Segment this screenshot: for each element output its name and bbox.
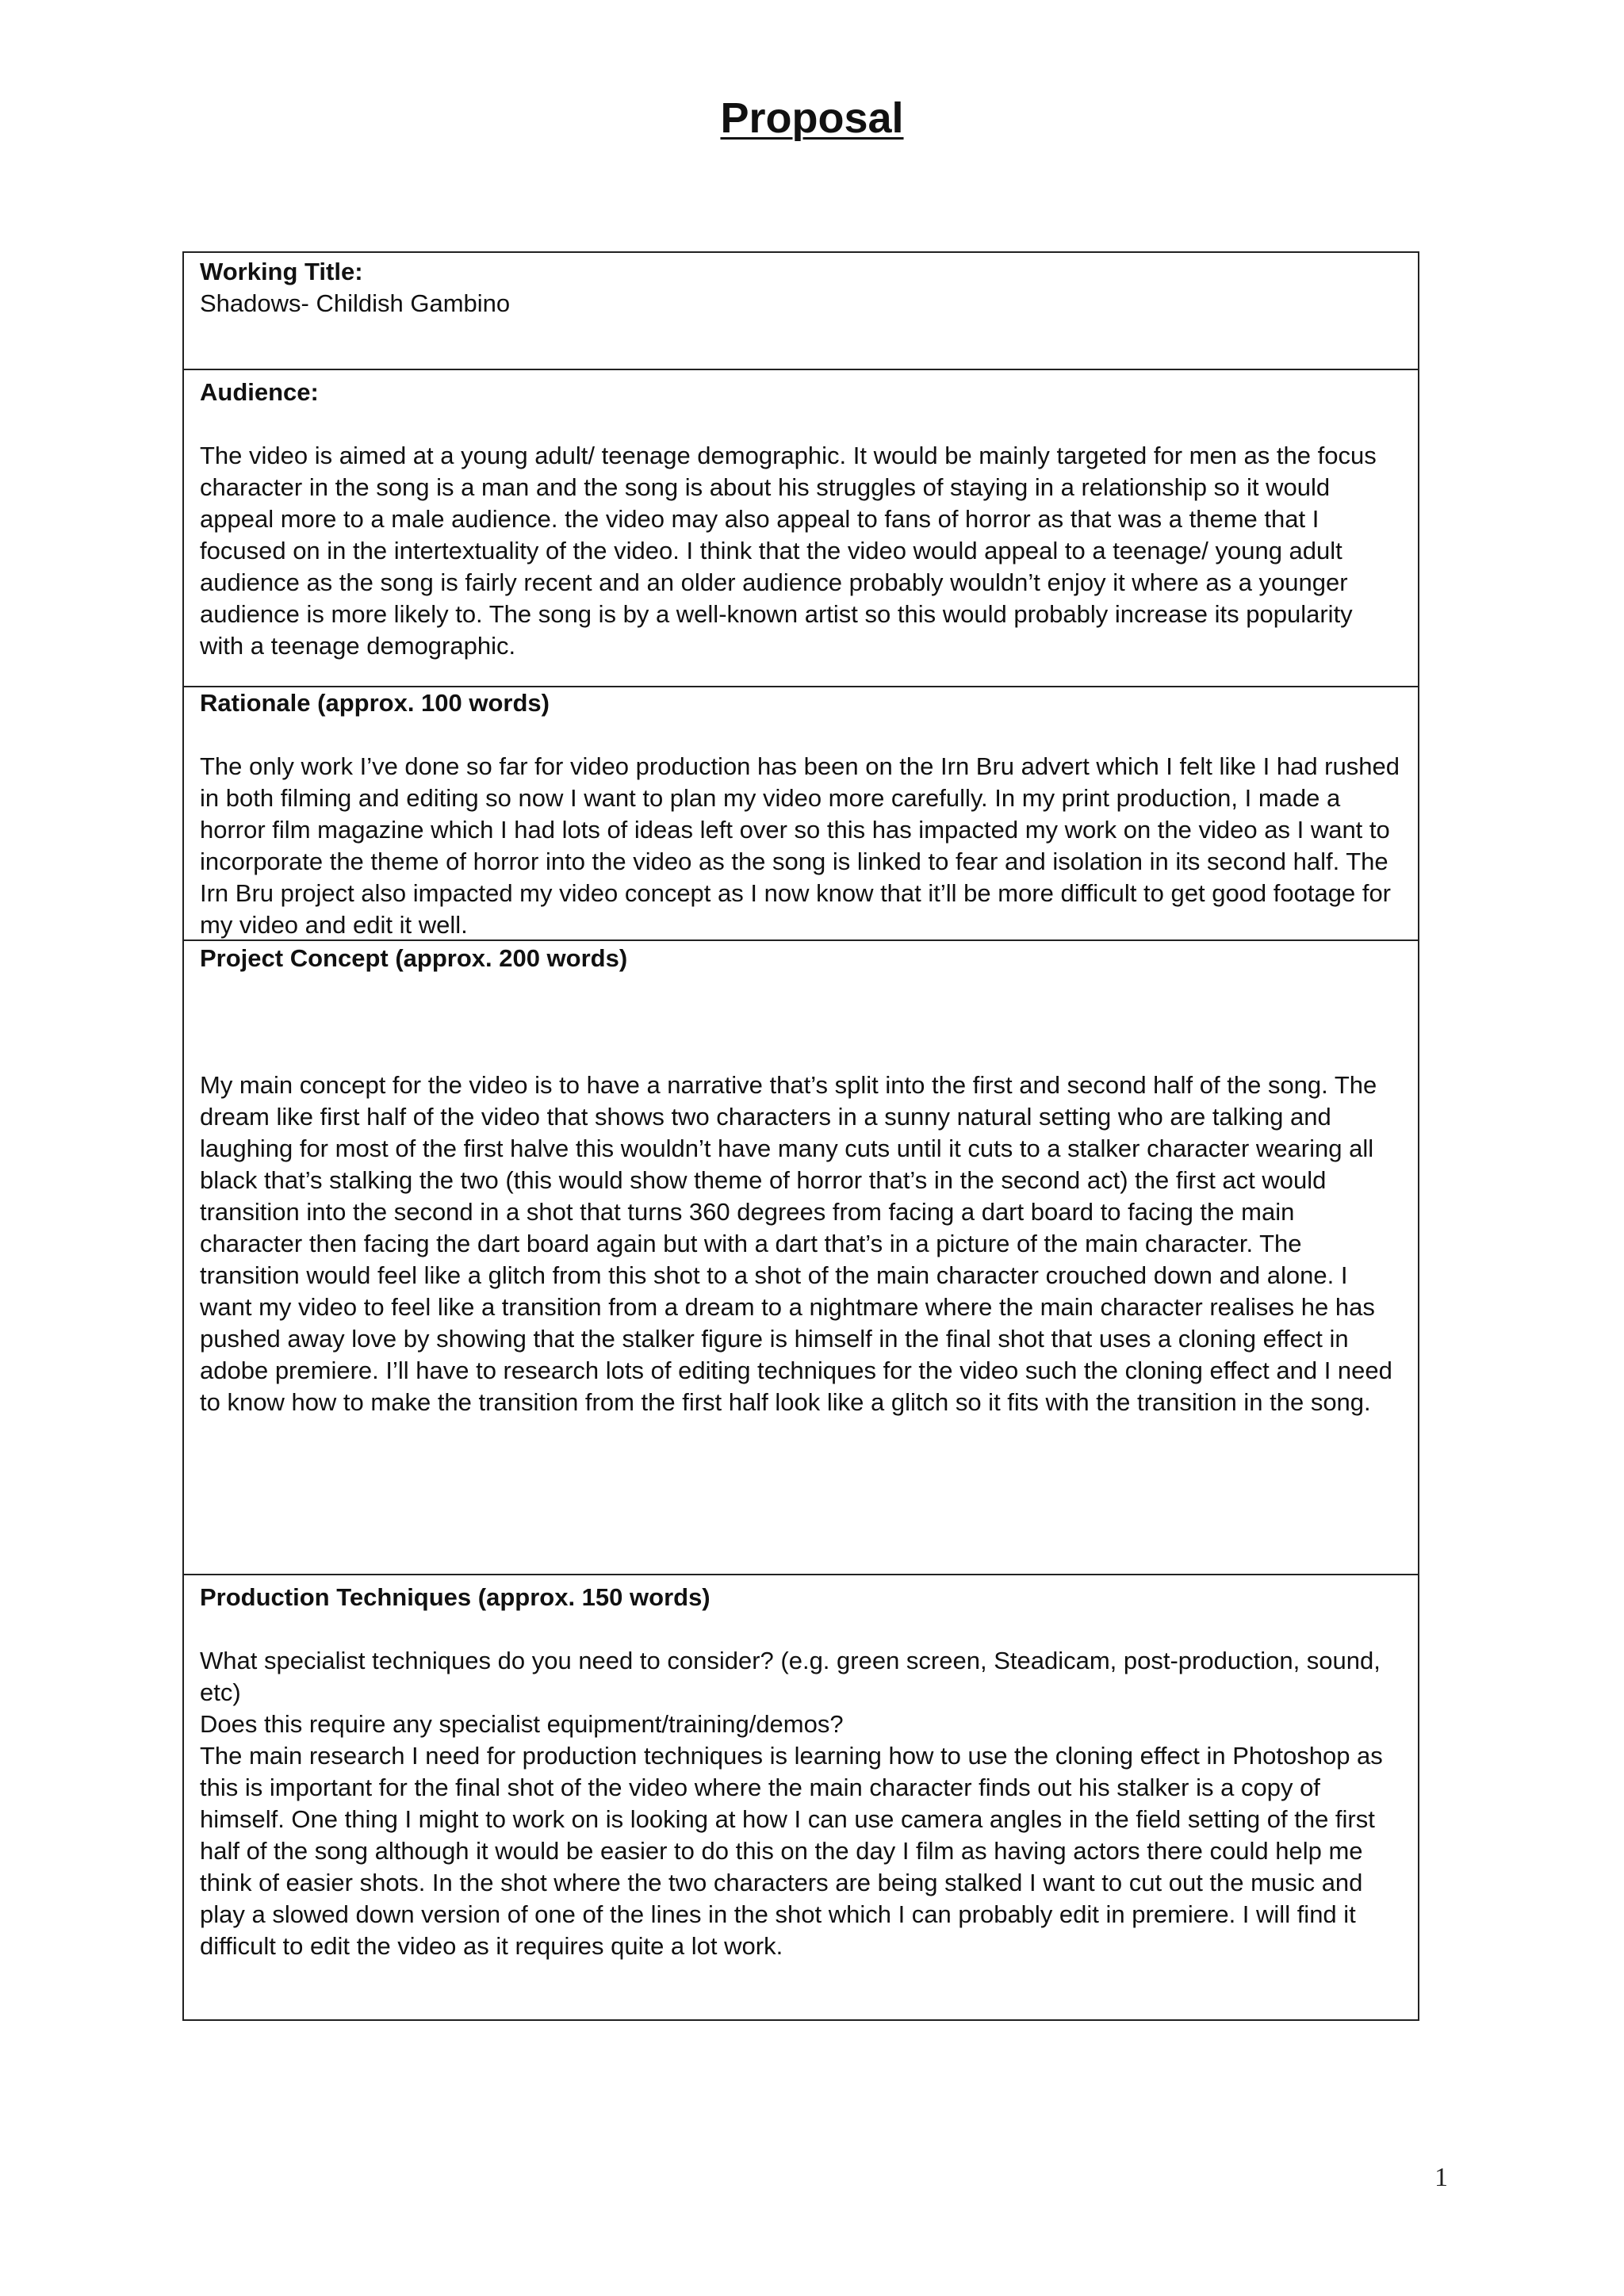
working-title-text: Shadows- Childish Gambino (200, 289, 511, 317)
document-title: Proposal (720, 94, 904, 142)
project-concept-section (184, 941, 1418, 1575)
rationale-section (184, 687, 1418, 941)
working-title-heading: Working Title: (200, 258, 363, 285)
rationale-heading: Rationale (approx. 100 words) (200, 689, 550, 717)
project-concept-heading: Project Concept (approx. 200 words) (200, 944, 628, 972)
production-techniques-prompt-2: Does this require any specialist equipment/training/demos? (200, 1710, 844, 1738)
proposal-table (182, 251, 1419, 2021)
production-techniques-text: The main research I need for production techniques is learning how to use the cloning effect in Photoshop as this is important for the final shot of the video where the main character finds out his stalker is a copy of himself. One thing I might to work on is looking at how I can use camera angles in the field setting of the first half of the song although it would be easier to do this on the day I film as having actors there could help me think of easier shots. In the shot where the two characters are being stalked I want to cut out the music and play a slowed down version of one of the lines in the shot which I can probably edit in premiere. I will find it difficult to edit the video as it requires quite a lot work. (200, 1742, 1383, 1960)
audience-section (184, 370, 1418, 687)
production-techniques-prompt-1: What specialist techniques do you need to consider? (e.g. green screen, Steadicam, post-production, sound, etc) (200, 1647, 1381, 1706)
audience-text: The video is aimed at a young adult/ teenage demographic. It would be mainly targeted for men as the focus character in the song is a man and the song is about his struggles of staying in a relationship so it would appeal more to a male audience. the video may also appeal to fans of horror as that was a theme that I focused on in the intertextuality of the video. I think that the video would appeal to a teenage/ young adult audience as the song is fairly recent and an older audience probably wouldn’t enjoy it where as a younger audience is more likely to. The song is by a well-known artist so this would probably increase its popularity with a teenage demographic. (200, 442, 1377, 660)
audience-heading: Audience: (200, 378, 319, 406)
project-concept-text: My main concept for the video is to have a narrative that’s split into the first and second half of the song. The dream like first half of the video that shows two characters in a sunny natural setting who are talking and laughing for most of the first halve this wouldn’t have many cuts until it cuts to a stalker character wearing all black that’s stalking the two (this would show theme of horror that’s in the second act) the first act would transition into the second in a shot that turns 360 degrees from facing a dart board to facing the main character then facing the dart board again but with a dart that’s in a picture of the main character. The transition would feel like a glitch from this shot to a shot of the main character crouched down and alone. I want my video to feel like a transition from a dream to a nightmare where the main character realises he has pushed away love by showing that the stalker figure is himself in the final shot that uses a cloning effect in adobe premiere. I’ll have to research lots of editing techniques for the video such the cloning effect and I need to know how to make the transition from the first half look like a glitch so it fits with the transition in the song. (200, 1071, 1392, 1416)
working-title-section (184, 253, 1418, 370)
rationale-text: The only work I’ve done so far for video production has been on the Irn Bru advert which I felt like I had rushed in both filming and editing so now I want to plan my video more carefully. In my print production, I made a horror film magazine which I had lots of ideas left over so this has impacted my work on the video as I want to incorporate the theme of horror into the video as the song is linked to fear and isolation in its second half. The Irn Bru project also impacted my video concept as I now know that it’ll be more difficult to get good footage for my video and edit it well. (200, 752, 1400, 939)
production-techniques-section (184, 1575, 1418, 2019)
production-techniques-heading: Production Techniques (approx. 150 words) (200, 1583, 710, 1611)
page-number: 1 (1434, 2163, 1448, 2192)
